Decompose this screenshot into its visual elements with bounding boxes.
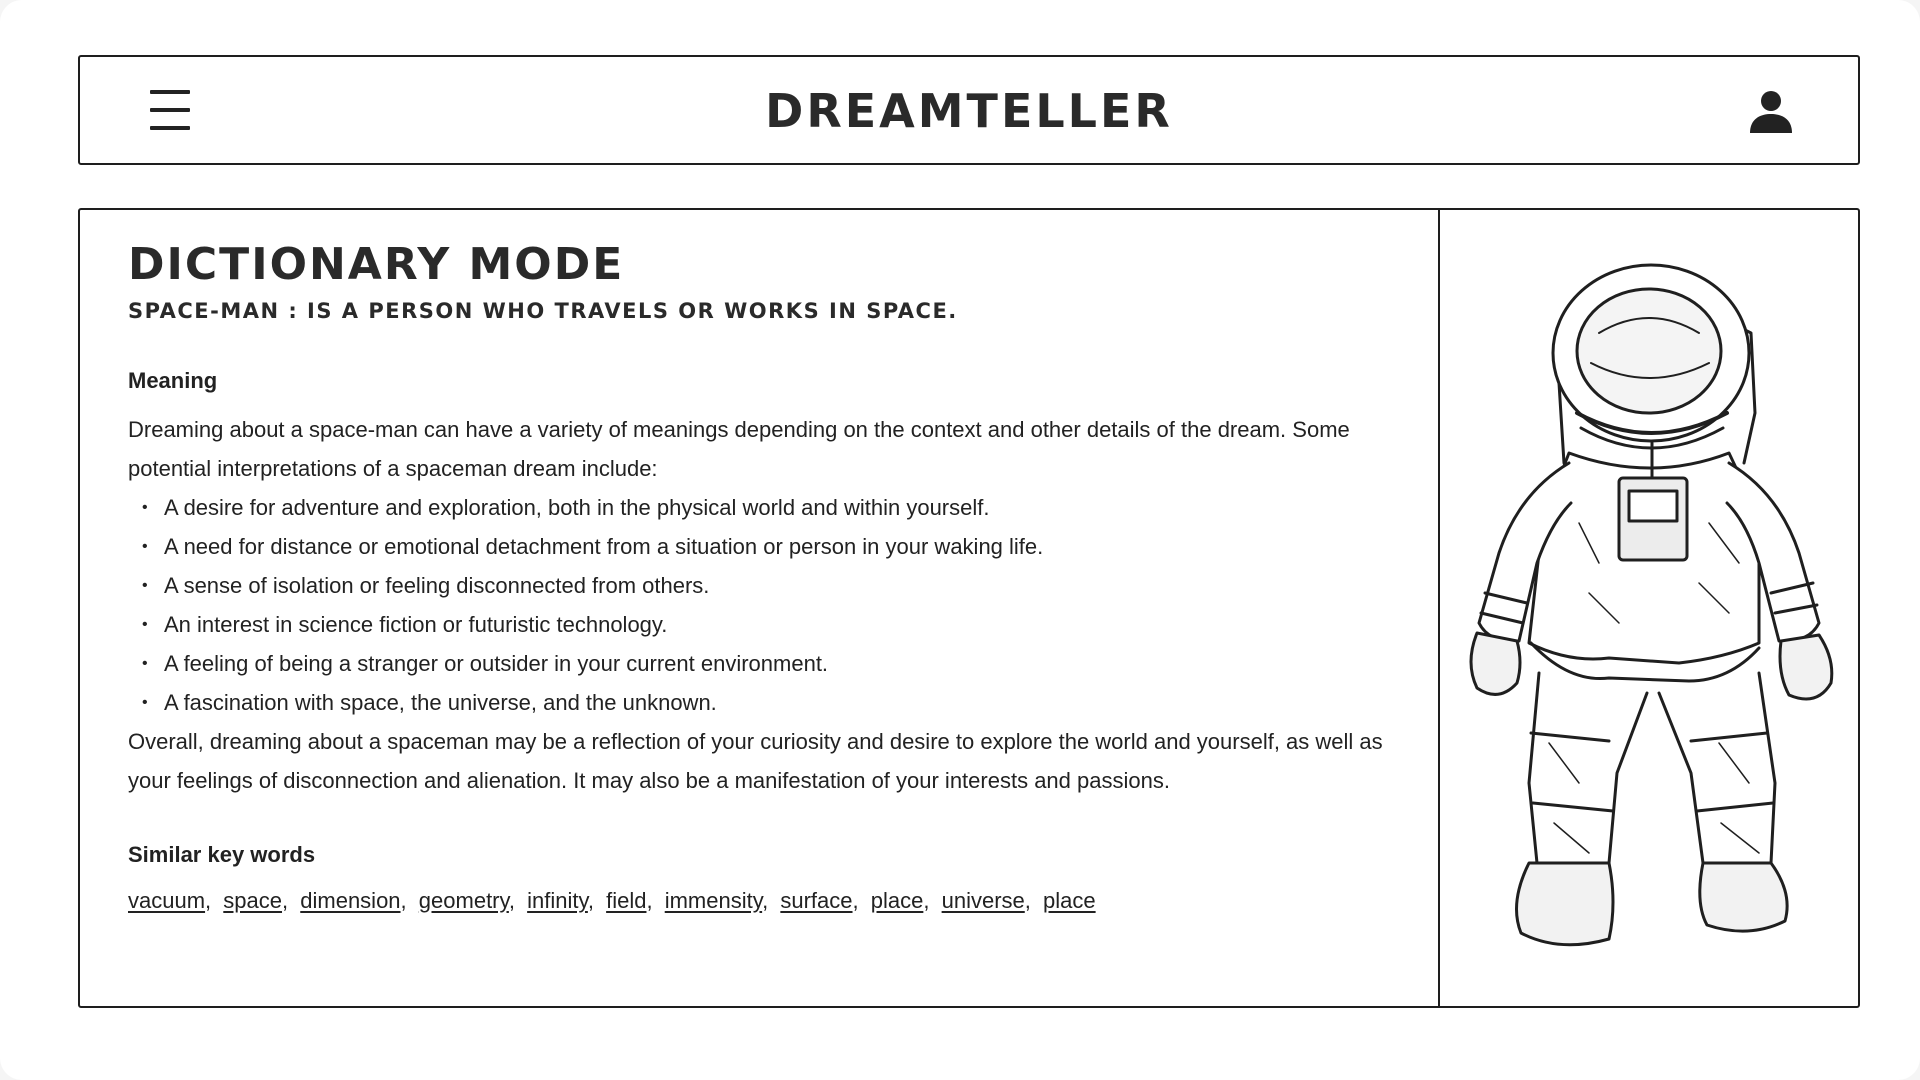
bullet-icon: • — [142, 499, 148, 516]
bullet-icon: • — [142, 655, 148, 672]
keyword-link[interactable]: field — [606, 888, 647, 913]
page-title: DICTIONARY MODE — [128, 239, 625, 290]
user-icon — [1748, 89, 1794, 135]
keyword-link[interactable]: dimension — [300, 888, 401, 913]
dictionary-card — [78, 208, 1860, 1008]
astronaut-illustration — [1459, 263, 1839, 953]
bullet-icon: • — [142, 694, 148, 711]
bullet-icon: • — [142, 577, 148, 594]
keyword-link[interactable]: geometry — [418, 888, 509, 913]
brand-title: DREAMTELLER — [765, 84, 1173, 138]
meaning-closing: Overall, dreaming about a spaceman may be a reflection of your curiosity and desire to explore the world and yourself, as well as your feelings of disconnection and alienation. It may also be a manifestation of your interests and passions. — [128, 729, 1383, 793]
keyword-link[interactable]: infinity — [527, 888, 588, 913]
top-bar — [78, 55, 1860, 165]
keyword-link[interactable]: space — [223, 888, 283, 913]
meaning-intro: Dreaming about a space-man can have a variety of meanings depending on the context and other details of the dream. Some potential interpretations of a spaceman dream include: — [128, 417, 1350, 481]
definition: SPACE-MAN : IS A PERSON WHO TRAVELS OR WORKS IN SPACE. — [128, 299, 958, 323]
list-item: • A feeling of being a stranger or outsider in your current environment. — [128, 644, 1438, 683]
dictionary-content — [80, 210, 1440, 1006]
list-item: • A desire for adventure and exploration, both in the physical world and within yourself. — [128, 488, 1438, 527]
list-item: • A need for distance or emotional detachment from a situation or person in your waking life. — [128, 527, 1438, 566]
keyword-link[interactable]: immensity — [664, 888, 763, 913]
meaning-heading: Meaning — [128, 368, 218, 393]
keyword-link[interactable]: surface — [780, 888, 853, 913]
bullet-icon: • — [142, 616, 148, 633]
list-item: • An interest in science fiction or futuristic technology. — [128, 605, 1438, 644]
list-item: • A fascination with space, the universe, and the unknown. — [128, 683, 1438, 722]
keyword-link[interactable]: place — [870, 888, 924, 913]
keyword-links: vacuum, space, dimension, geometry, infinity, field, immensity, surface, place, universe, place — [128, 888, 1096, 913]
bullet-icon: • — [142, 538, 148, 555]
keywords-heading: Similar key words — [128, 842, 316, 867]
list-item: • A sense of isolation or feeling disconnected from others. — [128, 566, 1438, 605]
keyword-link[interactable]: vacuum — [128, 888, 206, 913]
interpretation-list — [128, 488, 1438, 722]
keyword-link[interactable]: place — [1043, 888, 1096, 913]
user-profile-button[interactable] — [1748, 89, 1794, 135]
keyword-link[interactable]: universe — [941, 888, 1025, 913]
illustration-panel — [1440, 210, 1858, 1006]
